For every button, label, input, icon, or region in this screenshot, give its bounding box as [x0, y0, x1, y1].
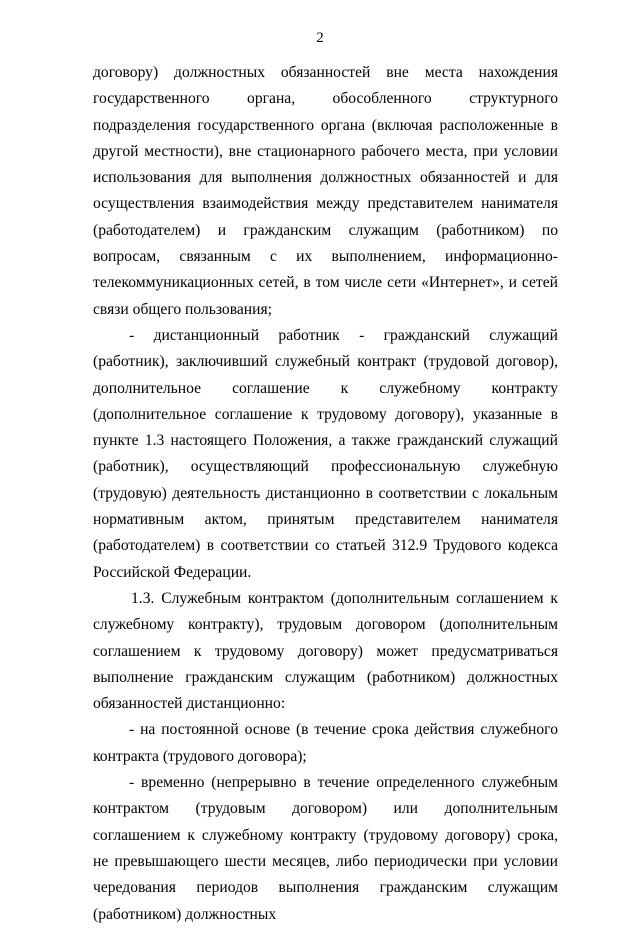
document-body [93, 60, 558, 928]
paragraph-remote-worker-definition: - дистанционный работник - гражданский служащий (работник), заключивший служебный контракт (трудовой договор), дополнительное соглашение к служебному контракту (дополнительное соглашение к трудовому договору), указанные в пункте 1.3 настоящего Положения, а также гражданский служащий (работник), осуществляющий профессиональную служебную (трудовую) деятельность дистанционно в соответствии с локальным нормативным актом, принятым представителем нанимателя (работодателем) в соответствии со статьей 312.9 Трудового кодекса Российской Федерации. [93, 326, 558, 581]
paragraph-temporary-basis: - временно (непрерывно в течение определенного служебным контрактом (трудовым договором) или дополнительным соглашением к служебному контракту (трудовому договору) срока, не превышающего шести месяцев, либо периодически при условии чередования периодов выполнения гражданским служащим (работником) должностных [93, 774, 558, 923]
paragraph-permanent-basis: - на постоянной основе (в течение срока действия служебного контракта (трудового договора); [93, 721, 558, 765]
paragraph-continuation: договору) должностных обязанностей вне места нахождения государственного органа, обособленного структурного подразделения государственного органа (включая расположенные в другой местности), вне стационарного рабочего места, при условии использования для выполнения должностных обязанностей и для осуществления взаимодействия между представителем нанимателя (работодателем) и гражданским служащим (работником) по вопросам, связанным с их выполнением, информационно-телекоммуникационных сетей, в том числе сети «Интернет», и сетей связи общего пользования; [93, 64, 558, 318]
page-number: 2 [316, 30, 324, 46]
paragraph-clause-1-3: 1.3. Служебным контрактом (дополнительным соглашением к служебному контракту), трудовым договором (дополнительным соглашением к трудовому договору) может предусматриваться выполнение гражданским служащим (работником) должностных обязанностей дистанционно: [93, 589, 558, 713]
